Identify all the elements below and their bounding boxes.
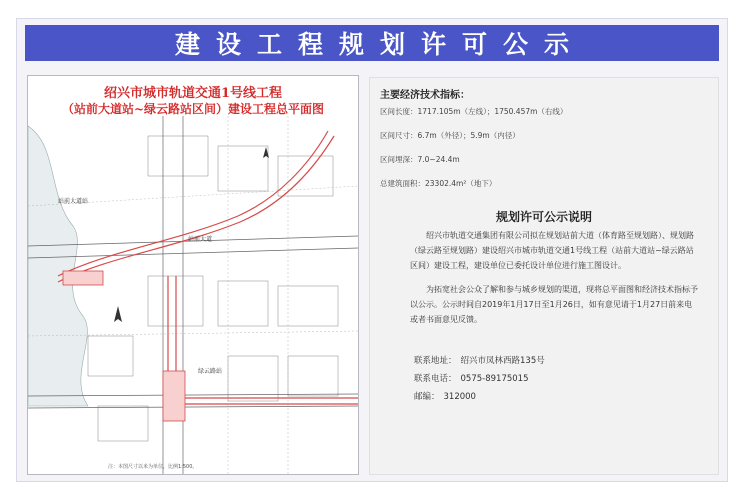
banner (25, 25, 719, 61)
tech-line: 总建筑面积：23302.4m²（地下） (380, 179, 497, 188)
contact-phone-value: 0575-89175015 (460, 374, 529, 384)
contact-zip-label: 邮编： (414, 392, 440, 402)
notice-paragraph: 为拓宽社会公众了解和参与城乡规划的渠道，现将总平面图和经济技术指标予以公示。公示时间自2019年1月17日至1月26日，如有意见请于1月27日前来电或者书面意见反馈。 (410, 285, 698, 324)
notice-title: 规划许可公示说明 (495, 210, 592, 224)
contact-phone-label: 联系电话： (414, 374, 457, 384)
contact-zip-value: 312000 (443, 392, 476, 402)
info-panel (369, 77, 719, 475)
tech-heading: 主要经济技术指标： (380, 90, 470, 101)
notice-board (16, 18, 728, 482)
tech-line: 区间埋深：7.0~24.4m (380, 155, 460, 164)
plan-title: 绍兴市城市轨道交通1号线工程 (103, 86, 283, 101)
plan-subtitle: （站前大道站~绿云路站区间）建设工程总平面图 (61, 102, 325, 116)
map-label-station-a: 站前大道站 (58, 198, 89, 205)
map-label-road: 站前大道 (188, 236, 213, 243)
contact-address-label: 联系地址： (414, 356, 457, 366)
contact-address (414, 354, 545, 366)
plan-note: 注：本图尺寸以米为单位，比例1:500。 (108, 464, 198, 470)
contact-address-value: 绍兴市凤林西路135号 (460, 356, 545, 366)
site-plan (27, 75, 359, 475)
map-label-station-b: 绿云路站 (198, 368, 223, 375)
contact-phone (414, 372, 528, 384)
site-plan-drawing (28, 76, 358, 474)
notice-paragraph: 绍兴市轨道交通集团有限公司拟在规划站前大道（体育路至规划路）、规划路（绿云路至规划路）建设绍兴市城市轨道交通1号线工程（站前大道站~绿云路站区间）建设工程，建设单位已委托设计单位进行施工图设计。 (410, 231, 694, 270)
tech-line: 区间尺寸：6.7m（外径）；5.9m（内径） (380, 131, 520, 140)
banner-title: 建设工程规划许可公示 (174, 30, 585, 59)
contact-zip (414, 390, 476, 402)
tech-line: 区间长度：1717.105m（左线）；1750.457m（右线） (380, 107, 568, 116)
